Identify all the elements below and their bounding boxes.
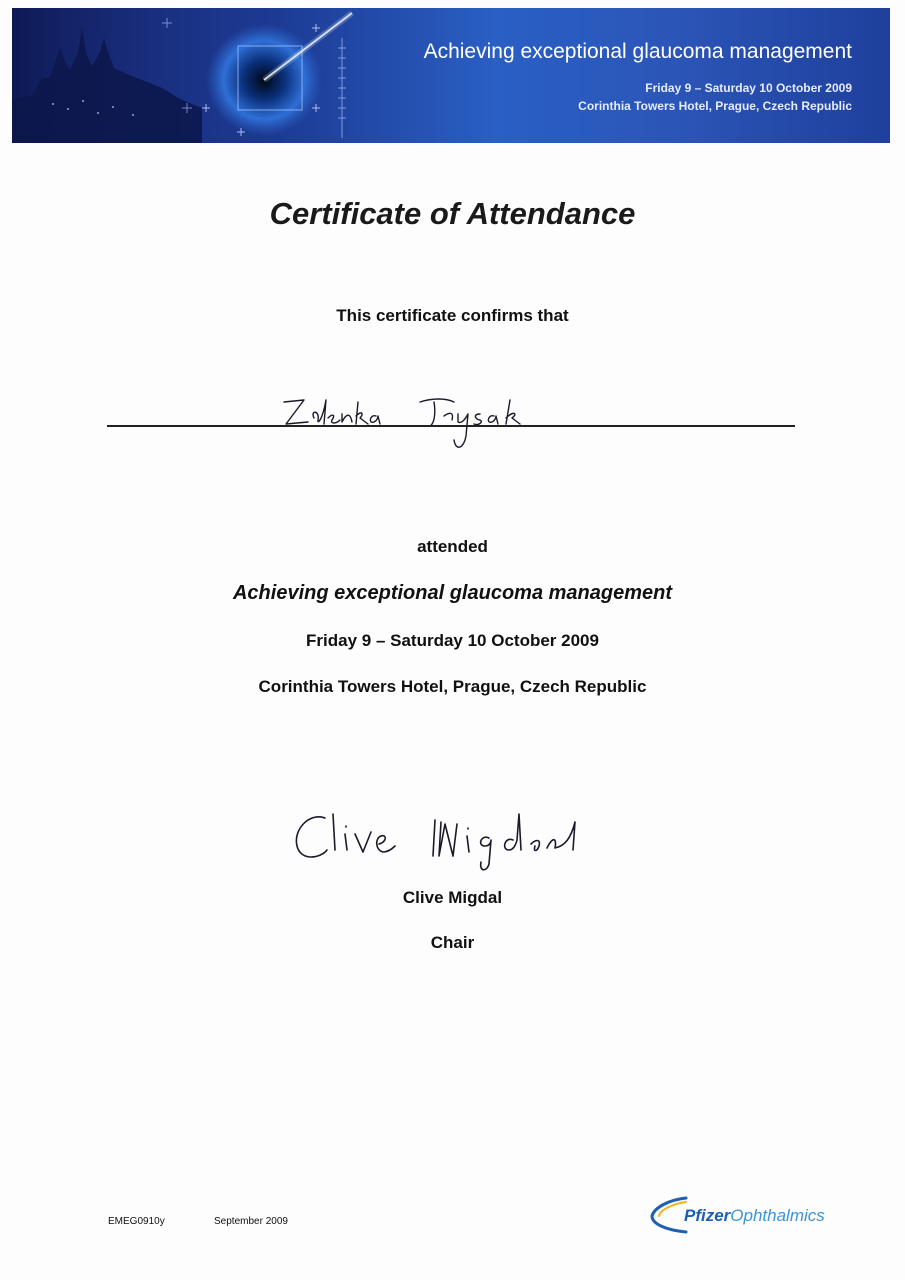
banner-venue: Corinthia Towers Hotel, Prague, Czech Republic bbox=[578, 99, 852, 113]
event-name: Achieving exceptional glaucoma management bbox=[232, 582, 672, 604]
header-banner bbox=[12, 8, 890, 143]
document-code: EMEG0910y bbox=[108, 1216, 165, 1227]
signer-name: Clive Migdal bbox=[402, 888, 503, 907]
event-venue: Corinthia Towers Hotel, Prague, Czech Republic bbox=[258, 677, 647, 696]
banner-dates: Friday 9 – Saturday 10 October 2009 bbox=[645, 81, 852, 95]
pfizer-swoosh-icon bbox=[648, 1194, 688, 1234]
attendee-name-line bbox=[107, 425, 795, 427]
event-dates: Friday 9 – Saturday 10 October 2009 bbox=[306, 631, 599, 650]
attendee-signature bbox=[270, 380, 570, 460]
certificate-title: Certificate of Attendance bbox=[269, 196, 636, 231]
logo-brand: Pfizer bbox=[684, 1206, 731, 1225]
chair-signature bbox=[285, 800, 615, 880]
logo-division: Ophthalmics bbox=[730, 1206, 825, 1225]
attended-text: attended bbox=[417, 537, 488, 556]
pfizer-ophthalmics-logo bbox=[648, 1190, 858, 1236]
prague-castle-skyline-image bbox=[12, 8, 202, 143]
document-date: September 2009 bbox=[214, 1216, 288, 1227]
signer-role: Chair bbox=[430, 933, 475, 952]
banner-title: Achieving exceptional glaucoma management bbox=[423, 40, 852, 63]
eye-graphic-image bbox=[202, 8, 362, 143]
confirms-text: This certificate confirms that bbox=[336, 306, 569, 325]
logo-wordmark bbox=[684, 1206, 825, 1226]
